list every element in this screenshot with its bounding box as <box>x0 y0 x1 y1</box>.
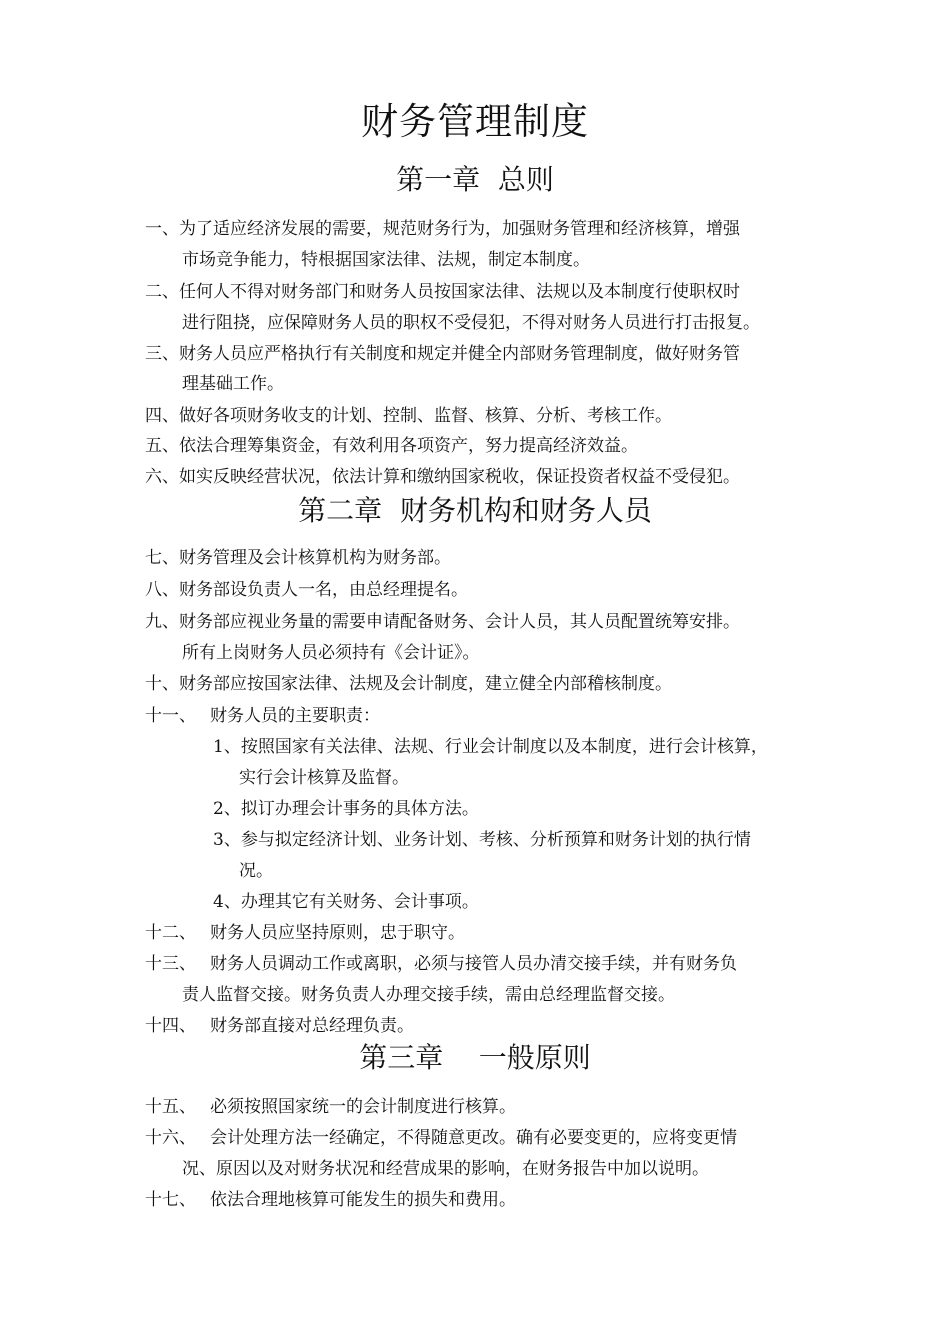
clause-number: 十一、 <box>145 706 196 726</box>
clause-text: 财务部应按国家法律、法规及会计制度，建立健全内部稽核制度。 <box>179 674 672 694</box>
clause-number: 十五、 <box>145 1097 196 1117</box>
clause-9-continuation: 所有上岗财务人员必须持有《会计证》。 <box>182 643 480 663</box>
clause-number: 四、 <box>145 406 179 426</box>
clause-8 <box>145 579 825 601</box>
clause-13 <box>145 953 825 975</box>
duty-3 <box>213 829 893 851</box>
clause-3-continuation: 理基础工作。 <box>182 374 284 394</box>
clause-4 <box>145 405 825 427</box>
clause-text: 财务人员应严格执行有关制度和规定并健全内部财务管理制度，做好财务管 <box>179 344 740 364</box>
clause-12 <box>145 922 825 944</box>
duty-number: 3、 <box>213 830 241 850</box>
clause-14 <box>145 1015 825 1037</box>
clause-number: 八、 <box>145 580 179 600</box>
duty-text: 参与拟定经济计划、业务计划、考核、分析预算和财务计划的执行情 <box>240 830 751 850</box>
clause-number: 五、 <box>145 436 179 456</box>
clause-16-continuation: 况、原因以及对财务状况和经营成果的影响，在财务报告中加以说明。 <box>182 1159 709 1179</box>
clause-6 <box>145 466 825 488</box>
clause-number: 十六、 <box>145 1128 196 1148</box>
clause-3 <box>145 343 825 365</box>
document-title: 财务管理制度 <box>361 100 589 143</box>
duty-number: 1、 <box>213 737 241 757</box>
clause-text: 依法合理地核算可能发生的损失和费用。 <box>210 1190 516 1210</box>
clause-5 <box>145 435 825 457</box>
clause-number: 十二、 <box>145 923 196 943</box>
clause-9 <box>145 611 825 633</box>
clause-number: 十四、 <box>145 1016 196 1036</box>
clause-text: 财务部直接对总经理负责。 <box>210 1016 414 1036</box>
clause-text: 依法合理筹集资金，有效利用各项资产，努力提高经济效益。 <box>179 436 638 456</box>
duty-2 <box>213 798 893 820</box>
duty-text: 按照国家有关法律、法规、行业会计制度以及本制度，进行会计核算， <box>240 737 768 757</box>
clause-text: 会计处理方法一经确定，不得随意更改。确有必要变更的，应将变更情 <box>210 1128 737 1148</box>
clause-text: 必须按照国家统一的会计制度进行核算。 <box>210 1097 516 1117</box>
clause-text: 财务部应视业务量的需要申请配备财务、会计人员，其人员配置统筹安排。 <box>179 612 740 632</box>
duty-3-continuation: 况。 <box>239 861 273 881</box>
duty-text: 拟订办理会计事务的具体方法。 <box>240 799 479 819</box>
clause-text: 财务部设负责人一名，由总经理提名。 <box>179 580 468 600</box>
duty-number: 2、 <box>213 799 241 819</box>
duty-1 <box>213 736 893 758</box>
clause-text: 财务管理及会计核算机构为财务部。 <box>179 548 451 568</box>
clause-text: 如实反映经营状况，依法计算和缴纳国家税收，保证投资者权益不受侵犯。 <box>179 467 740 487</box>
clause-1 <box>145 218 825 240</box>
duty-number: 4、 <box>213 892 241 912</box>
chapter-1-heading: 第一章 总则 <box>396 163 554 196</box>
clause-number: 十七、 <box>145 1190 196 1210</box>
clause-text: 财务人员调动工作或离职，必须与接管人员办清交接手续，并有财务负 <box>210 954 737 974</box>
clause-16 <box>145 1127 825 1149</box>
clause-11 <box>145 705 825 727</box>
clause-number: 十三、 <box>145 954 196 974</box>
duty-4 <box>213 891 893 913</box>
clause-15 <box>145 1096 825 1118</box>
clause-number: 十、 <box>145 674 179 694</box>
clause-13-continuation: 责人监督交接。财务负责人办理交接手续，需由总经理监督交接。 <box>182 985 675 1005</box>
clause-17 <box>145 1189 825 1211</box>
chapter-3-heading: 第三章 一般原则 <box>359 1041 591 1074</box>
clause-number: 三、 <box>145 344 179 364</box>
chapter-2-heading: 第二章 财务机构和财务人员 <box>298 494 652 527</box>
clause-number: 六、 <box>145 467 179 487</box>
clause-2-continuation: 进行阻挠，应保障财务人员的职权不受侵犯，不得对财务人员进行打击报复。 <box>182 313 760 333</box>
clause-number: 一、 <box>145 219 179 239</box>
duty-text: 办理其它有关财务、会计事项。 <box>240 892 479 912</box>
clause-text: 为了适应经济发展的需要，规范财务行为，加强财务管理和经济核算，增强 <box>179 219 740 239</box>
clause-text: 财务人员的主要职责： <box>210 706 380 726</box>
clause-number: 七、 <box>145 548 179 568</box>
clause-number: 二、 <box>145 282 179 302</box>
clause-2 <box>145 281 825 303</box>
clause-text: 任何人不得对财务部门和财务人员按国家法律、法规以及本制度行使职权时 <box>179 282 740 302</box>
clause-number: 九、 <box>145 612 179 632</box>
clause-7 <box>145 547 825 569</box>
clause-text: 做好各项财务收支的计划、控制、监督、核算、分析、考核工作。 <box>179 406 672 426</box>
clause-1-continuation: 市场竞争能力，特根据国家法律、法规，制定本制度。 <box>182 250 590 270</box>
clause-10 <box>145 673 825 695</box>
duty-1-continuation: 实行会计核算及监督。 <box>239 768 409 788</box>
clause-text: 财务人员应坚持原则，忠于职守。 <box>210 923 465 943</box>
